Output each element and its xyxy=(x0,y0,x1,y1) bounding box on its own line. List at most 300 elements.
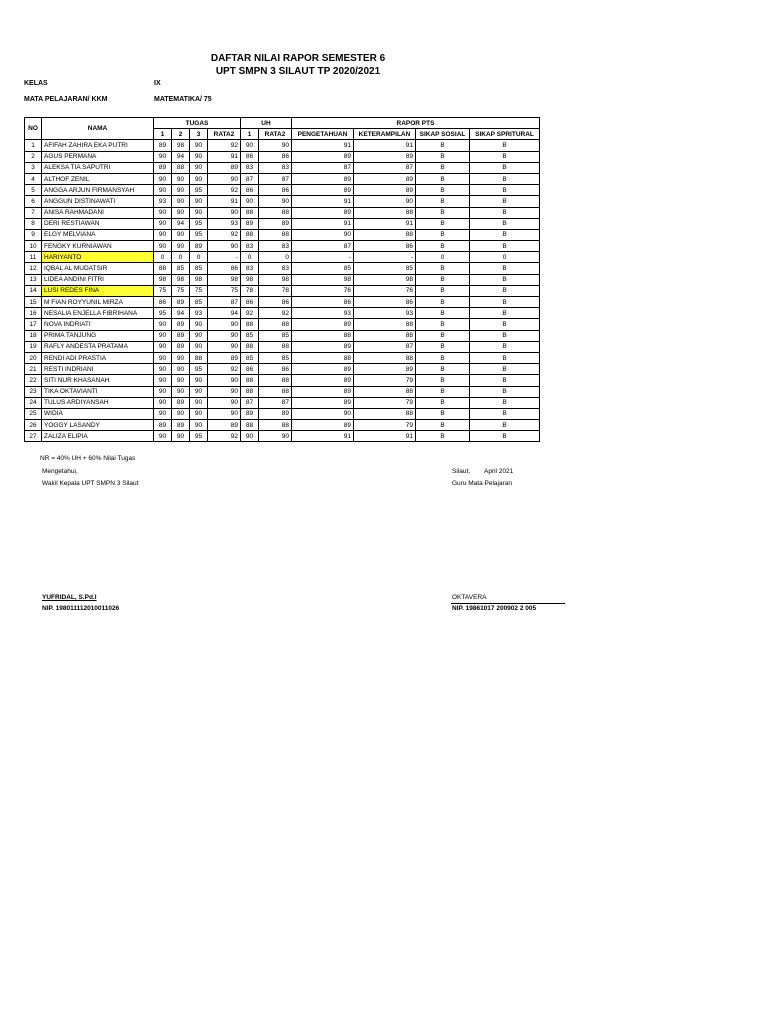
cell-t2: 94 xyxy=(172,151,190,162)
header-uh-1: 1 xyxy=(241,129,259,140)
cell-t3: 95 xyxy=(190,185,208,196)
cell-t1: 90 xyxy=(154,375,172,386)
cell-nama: IQBAL AL MUDATSIR xyxy=(42,263,154,274)
cell-u1: 86 xyxy=(241,151,259,162)
cell-ket: 88 xyxy=(354,330,416,341)
cell-no: 15 xyxy=(25,297,42,308)
cell-t2: 90 xyxy=(172,431,190,442)
cell-trata: 92 xyxy=(208,140,241,151)
table-row xyxy=(25,330,540,341)
cell-t1: 90 xyxy=(154,341,172,352)
place-text: Silaut, xyxy=(452,468,471,475)
cell-ket: - xyxy=(354,252,416,263)
cell-spi: B xyxy=(470,173,540,184)
cell-trata: 90 xyxy=(208,341,241,352)
cell-t1: 93 xyxy=(154,196,172,207)
header-tugas: TUGAS xyxy=(154,118,241,129)
cell-trata: 90 xyxy=(208,408,241,419)
cell-nama: TIKA OKTAVIANTI xyxy=(42,386,154,397)
cell-no: 5 xyxy=(25,185,42,196)
wakil-kepala-text: Wakil Kepala UPT SMPN 3 Silaut xyxy=(42,480,139,487)
cell-t3: 98 xyxy=(190,274,208,285)
cell-t3: 90 xyxy=(190,162,208,173)
cell-u1: 88 xyxy=(241,386,259,397)
cell-t3: 85 xyxy=(190,263,208,274)
cell-peng: 87 xyxy=(292,241,354,252)
cell-t2: 94 xyxy=(172,218,190,229)
table-row xyxy=(25,420,540,431)
mapel-label: MATA PELAJARAN/ KKM xyxy=(24,96,108,103)
cell-urata: 83 xyxy=(259,162,292,173)
cell-t3: 90 xyxy=(190,420,208,431)
cell-u1: 88 xyxy=(241,229,259,240)
cell-trata: 92 xyxy=(208,185,241,196)
cell-t2: 88 xyxy=(172,162,190,173)
signer-right-nip: NIP. 19861017 200902 2 005 xyxy=(452,605,537,612)
cell-spi: B xyxy=(470,397,540,408)
cell-peng: 89 xyxy=(292,420,354,431)
cell-trata: 90 xyxy=(208,241,241,252)
cell-sos: B xyxy=(416,207,470,218)
cell-t1: 90 xyxy=(154,151,172,162)
table-row xyxy=(25,319,540,330)
cell-sos: B xyxy=(416,241,470,252)
cell-no: 7 xyxy=(25,207,42,218)
cell-ket: 87 xyxy=(354,162,416,173)
cell-ket: 86 xyxy=(354,297,416,308)
cell-t1: 90 xyxy=(154,173,172,184)
cell-u1: 89 xyxy=(241,218,259,229)
table-row xyxy=(25,140,540,151)
table-row xyxy=(25,386,540,397)
cell-nama: ZALIZA ELIPIA xyxy=(42,431,154,442)
cell-t3: 95 xyxy=(190,364,208,375)
cell-t2: 89 xyxy=(172,397,190,408)
cell-ket: 79 xyxy=(354,375,416,386)
cell-no: 25 xyxy=(25,408,42,419)
cell-spi: B xyxy=(470,218,540,229)
cell-nama: YOGGY LASANDY xyxy=(42,420,154,431)
cell-urata: 89 xyxy=(259,408,292,419)
cell-spi: B xyxy=(470,308,540,319)
cell-ket: 88 xyxy=(354,352,416,363)
cell-peng: 89 xyxy=(292,386,354,397)
cell-peng: 87 xyxy=(292,162,354,173)
cell-sos: B xyxy=(416,297,470,308)
cell-u1: 86 xyxy=(241,185,259,196)
cell-urata: 88 xyxy=(259,375,292,386)
cell-nama: RESTI INDRIANI xyxy=(42,364,154,375)
cell-u1: 92 xyxy=(241,308,259,319)
cell-t1: 90 xyxy=(154,330,172,341)
cell-no: 14 xyxy=(25,285,42,296)
header-uh-rata: RATA2 xyxy=(259,129,292,140)
cell-urata: 86 xyxy=(259,297,292,308)
cell-no: 16 xyxy=(25,308,42,319)
cell-t2: 90 xyxy=(172,375,190,386)
cell-ket: 79 xyxy=(354,420,416,431)
cell-peng: 89 xyxy=(292,397,354,408)
cell-no: 23 xyxy=(25,386,42,397)
header-tugas-3: 3 xyxy=(190,129,208,140)
cell-t1: 86 xyxy=(154,297,172,308)
cell-ket: 90 xyxy=(354,196,416,207)
cell-u1: 83 xyxy=(241,263,259,274)
cell-nama: M FIAN ROYYUNIL MIRZA xyxy=(42,297,154,308)
cell-trata: 94 xyxy=(208,308,241,319)
cell-ket: 86 xyxy=(354,241,416,252)
cell-u1: 98 xyxy=(241,274,259,285)
cell-t3: 90 xyxy=(190,151,208,162)
cell-u1: 90 xyxy=(241,140,259,151)
cell-t1: 89 xyxy=(154,420,172,431)
cell-trata: 86 xyxy=(208,263,241,274)
cell-peng: 86 xyxy=(292,297,354,308)
cell-spi: B xyxy=(470,420,540,431)
cell-trata: 92 xyxy=(208,431,241,442)
cell-peng: 91 xyxy=(292,196,354,207)
cell-t1: 75 xyxy=(154,285,172,296)
cell-ket: 76 xyxy=(354,285,416,296)
cell-t2: 89 xyxy=(172,341,190,352)
cell-t3: 90 xyxy=(190,173,208,184)
cell-trata: 90 xyxy=(208,330,241,341)
cell-t3: 90 xyxy=(190,341,208,352)
cell-ket: 89 xyxy=(354,173,416,184)
table-row xyxy=(25,308,540,319)
cell-ket: 93 xyxy=(354,308,416,319)
cell-t1: 90 xyxy=(154,241,172,252)
signer-right-name: OKTAVERA xyxy=(452,594,487,601)
cell-sos: B xyxy=(416,173,470,184)
cell-t3: 90 xyxy=(190,375,208,386)
header-nama: NAMA xyxy=(42,118,154,140)
cell-urata: 78 xyxy=(259,285,292,296)
cell-trata: 90 xyxy=(208,207,241,218)
cell-no: 13 xyxy=(25,274,42,285)
cell-trata: 89 xyxy=(208,352,241,363)
cell-t2: 90 xyxy=(172,196,190,207)
cell-nama: ALEKSA TIA SAPUTRI xyxy=(42,162,154,173)
cell-trata: 90 xyxy=(208,386,241,397)
cell-ket: 98 xyxy=(354,274,416,285)
cell-t2: 0 xyxy=(172,252,190,263)
cell-nama: LUSI REDES FINA xyxy=(42,285,154,296)
header-keterampilan: KETERAMPILAN xyxy=(354,129,416,140)
cell-ket: 79 xyxy=(354,397,416,408)
cell-no: 4 xyxy=(25,173,42,184)
cell-nama: WIDIA xyxy=(42,408,154,419)
cell-t1: 90 xyxy=(154,185,172,196)
cell-urata: 88 xyxy=(259,229,292,240)
cell-nama: FENGKY KURNIAWAN xyxy=(42,241,154,252)
cell-no: 3 xyxy=(25,162,42,173)
cell-no: 18 xyxy=(25,330,42,341)
cell-no: 11 xyxy=(25,252,42,263)
cell-urata: 92 xyxy=(259,308,292,319)
cell-spi: B xyxy=(470,207,540,218)
cell-spi: B xyxy=(470,274,540,285)
cell-t2: 98 xyxy=(172,274,190,285)
cell-trata: 90 xyxy=(208,375,241,386)
cell-nama: ANISA RAHMADANI xyxy=(42,207,154,218)
cell-peng: 85 xyxy=(292,263,354,274)
cell-no: 12 xyxy=(25,263,42,274)
cell-urata: 85 xyxy=(259,352,292,363)
cell-trata: - xyxy=(208,252,241,263)
cell-u1: 88 xyxy=(241,319,259,330)
cell-trata: 75 xyxy=(208,285,241,296)
cell-t1: 0 xyxy=(154,252,172,263)
cell-nama: DERI RESTIAWAN xyxy=(42,218,154,229)
cell-trata: 89 xyxy=(208,162,241,173)
cell-u1: 83 xyxy=(241,162,259,173)
header-pengetahuan: PENGETAHUAN xyxy=(292,129,354,140)
table-row xyxy=(25,341,540,352)
guru-text: Guru Mata Pelajaran xyxy=(452,480,512,487)
cell-sos: B xyxy=(416,408,470,419)
cell-t1: 90 xyxy=(154,352,172,363)
cell-t1: 90 xyxy=(154,364,172,375)
table-row xyxy=(25,431,540,442)
cell-trata: 92 xyxy=(208,364,241,375)
cell-urata: 87 xyxy=(259,397,292,408)
table-row xyxy=(25,229,540,240)
cell-sos: B xyxy=(416,229,470,240)
cell-t1: 88 xyxy=(154,263,172,274)
cell-urata: 88 xyxy=(259,319,292,330)
cell-t2: 75 xyxy=(172,285,190,296)
cell-spi: B xyxy=(470,431,540,442)
cell-t1: 89 xyxy=(154,140,172,151)
cell-no: 17 xyxy=(25,319,42,330)
cell-t3: 90 xyxy=(190,408,208,419)
cell-u1: 88 xyxy=(241,207,259,218)
cell-trata: 89 xyxy=(208,420,241,431)
cell-peng: 89 xyxy=(292,151,354,162)
cell-spi: 0 xyxy=(470,252,540,263)
cell-spi: B xyxy=(470,386,540,397)
cell-urata: 88 xyxy=(259,207,292,218)
cell-nama: LIDEA ANDINI FITRI xyxy=(42,274,154,285)
cell-ket: 89 xyxy=(354,151,416,162)
cell-u1: 90 xyxy=(241,431,259,442)
cell-sos: B xyxy=(416,319,470,330)
cell-t2: 90 xyxy=(172,229,190,240)
cell-t3: 90 xyxy=(190,140,208,151)
cell-peng: 89 xyxy=(292,185,354,196)
cell-trata: 90 xyxy=(208,173,241,184)
cell-no: 10 xyxy=(25,241,42,252)
cell-t1: 90 xyxy=(154,218,172,229)
cell-urata: 87 xyxy=(259,173,292,184)
cell-trata: 90 xyxy=(208,319,241,330)
cell-sos: B xyxy=(416,330,470,341)
table-row xyxy=(25,375,540,386)
cell-spi: B xyxy=(470,162,540,173)
header-uh: UH xyxy=(241,118,292,129)
cell-sos: B xyxy=(416,375,470,386)
signer-left-nip: NIP. 198011112010011026 xyxy=(42,605,120,612)
cell-t1: 90 xyxy=(154,408,172,419)
cell-no: 9 xyxy=(25,229,42,240)
cell-t3: 89 xyxy=(190,241,208,252)
cell-t3: 95 xyxy=(190,431,208,442)
cell-sos: B xyxy=(416,308,470,319)
cell-spi: B xyxy=(470,140,540,151)
cell-urata: 85 xyxy=(259,330,292,341)
cell-ket: 89 xyxy=(354,364,416,375)
cell-ket: 91 xyxy=(354,218,416,229)
table-row xyxy=(25,162,540,173)
page-subtitle: UPT SMPN 3 SILAUT TP 2020/2021 xyxy=(215,66,381,77)
cell-spi: B xyxy=(470,341,540,352)
table-row xyxy=(25,196,540,207)
cell-t1: 95 xyxy=(154,308,172,319)
cell-u1: 87 xyxy=(241,397,259,408)
cell-t2: 94 xyxy=(172,308,190,319)
cell-spi: B xyxy=(470,151,540,162)
cell-peng: 98 xyxy=(292,274,354,285)
cell-trata: 98 xyxy=(208,274,241,285)
cell-sos: B xyxy=(416,151,470,162)
table-row xyxy=(25,274,540,285)
cell-urata: 0 xyxy=(259,252,292,263)
cell-spi: B xyxy=(470,241,540,252)
cell-u1: 0 xyxy=(241,252,259,263)
header-tugas-2: 2 xyxy=(172,129,190,140)
date-text: April 2021 xyxy=(484,468,514,475)
cell-u1: 86 xyxy=(241,297,259,308)
cell-nama: HARIYANTO xyxy=(42,252,154,263)
cell-urata: 86 xyxy=(259,364,292,375)
cell-t1: 90 xyxy=(154,431,172,442)
cell-sos: B xyxy=(416,274,470,285)
cell-ket: 87 xyxy=(354,341,416,352)
grades-table xyxy=(24,117,540,442)
cell-t3: 95 xyxy=(190,218,208,229)
cell-urata: 88 xyxy=(259,386,292,397)
cell-spi: B xyxy=(470,375,540,386)
cell-peng: 89 xyxy=(292,207,354,218)
formula-note: NR = 40% UH + 60% Nilai Tugas xyxy=(40,455,136,462)
cell-spi: B xyxy=(470,319,540,330)
cell-nama: RENDI ADI PRASTIA xyxy=(42,352,154,363)
cell-ket: 91 xyxy=(354,431,416,442)
cell-nama: AFIFAH ZAHIRA EKA PUTRI xyxy=(42,140,154,151)
cell-sos: B xyxy=(416,386,470,397)
cell-peng: 89 xyxy=(292,375,354,386)
cell-no: 8 xyxy=(25,218,42,229)
cell-u1: 87 xyxy=(241,173,259,184)
cell-sos: B xyxy=(416,420,470,431)
mengetahui-text: Mengetahui, xyxy=(42,468,78,475)
cell-trata: 92 xyxy=(208,229,241,240)
cell-peng: 91 xyxy=(292,140,354,151)
cell-no: 24 xyxy=(25,397,42,408)
cell-u1: 86 xyxy=(241,364,259,375)
cell-spi: B xyxy=(470,285,540,296)
grades-body xyxy=(25,140,540,442)
cell-peng: 91 xyxy=(292,431,354,442)
cell-nama: NOVA INDRIATI xyxy=(42,319,154,330)
cell-u1: 85 xyxy=(241,352,259,363)
cell-nama: AGUS PERMANA xyxy=(42,151,154,162)
cell-urata: 83 xyxy=(259,241,292,252)
cell-no: 27 xyxy=(25,431,42,442)
cell-nama: SITI NUR KHASANAH xyxy=(42,375,154,386)
cell-spi: B xyxy=(470,352,540,363)
cell-peng: 88 xyxy=(292,330,354,341)
cell-urata: 89 xyxy=(259,218,292,229)
cell-spi: B xyxy=(470,185,540,196)
cell-nama: ALTHOF ZENIL xyxy=(42,173,154,184)
cell-urata: 90 xyxy=(259,140,292,151)
cell-t3: 90 xyxy=(190,196,208,207)
table-row xyxy=(25,173,540,184)
cell-t3: 75 xyxy=(190,285,208,296)
cell-spi: B xyxy=(470,408,540,419)
table-row xyxy=(25,397,540,408)
cell-t3: 95 xyxy=(190,229,208,240)
cell-nama: RAFLY ANDESTA PRATAMA xyxy=(42,341,154,352)
cell-ket: 88 xyxy=(354,319,416,330)
header-sikap-spiritual: SIKAP SPRITURAL xyxy=(470,129,540,140)
cell-sos: B xyxy=(416,397,470,408)
table-row xyxy=(25,297,540,308)
cell-trata: 91 xyxy=(208,196,241,207)
cell-urata: 88 xyxy=(259,341,292,352)
cell-t1: 98 xyxy=(154,274,172,285)
cell-ket: 88 xyxy=(354,207,416,218)
cell-peng: 76 xyxy=(292,285,354,296)
header-rapor-pts: RAPOR PTS xyxy=(292,118,540,129)
cell-u1: 83 xyxy=(241,241,259,252)
cell-nama: NESALIA ENJELLA FIBRIHANA xyxy=(42,308,154,319)
table-row xyxy=(25,252,540,263)
cell-spi: B xyxy=(470,263,540,274)
cell-peng: 89 xyxy=(292,341,354,352)
cell-urata: 83 xyxy=(259,263,292,274)
cell-t2: 89 xyxy=(172,319,190,330)
cell-sos: B xyxy=(416,352,470,363)
cell-u1: 90 xyxy=(241,196,259,207)
cell-sos: 0 xyxy=(416,252,470,263)
cell-spi: B xyxy=(470,364,540,375)
cell-no: 21 xyxy=(25,364,42,375)
table-row xyxy=(25,263,540,274)
cell-sos: B xyxy=(416,218,470,229)
header-tugas-1: 1 xyxy=(154,129,172,140)
cell-peng: 88 xyxy=(292,352,354,363)
cell-peng: 89 xyxy=(292,319,354,330)
cell-t2: 98 xyxy=(172,140,190,151)
cell-urata: 90 xyxy=(259,431,292,442)
table-row xyxy=(25,352,540,363)
table-row xyxy=(25,364,540,375)
cell-urata: 88 xyxy=(259,420,292,431)
cell-sos: B xyxy=(416,185,470,196)
cell-t3: 88 xyxy=(190,352,208,363)
cell-peng: 89 xyxy=(292,173,354,184)
cell-nama: ANGGA ARJUN FIRMANSYAH xyxy=(42,185,154,196)
cell-nama: ANGGUN DISTINAWATI xyxy=(42,196,154,207)
cell-u1: 78 xyxy=(241,285,259,296)
header-tugas-rata: RATA2 xyxy=(208,129,241,140)
kelas-label: KELAS xyxy=(24,80,48,87)
cell-sos: B xyxy=(416,140,470,151)
cell-spi: B xyxy=(470,229,540,240)
